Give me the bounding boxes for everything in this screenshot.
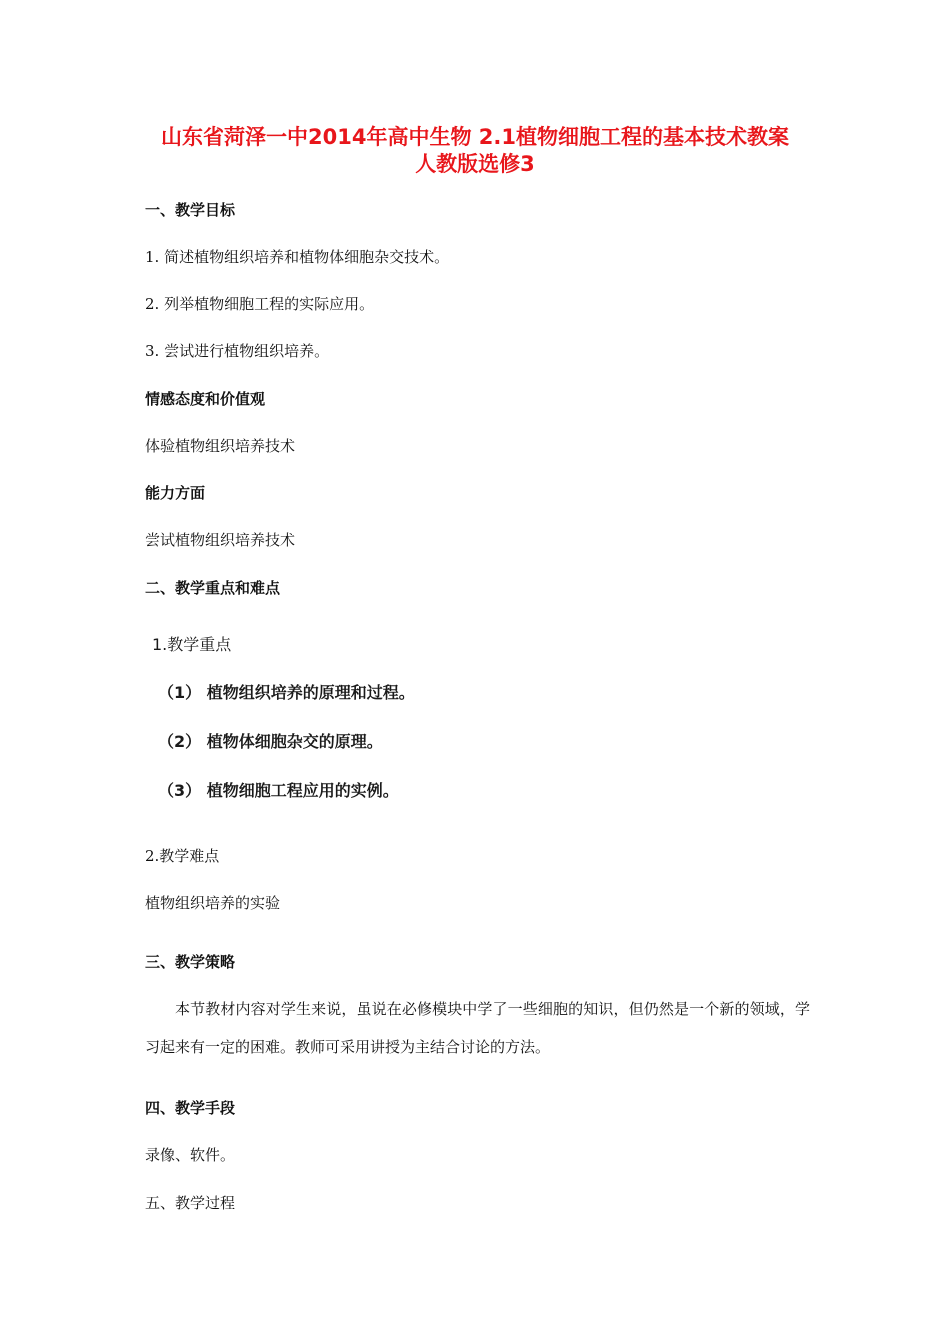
key-point-item-3: （3） 植物细胞工程应用的实例。 [158, 781, 399, 800]
difficulty-heading: 2.教学难点 [145, 847, 220, 865]
attitude-heading: 情感态度和价值观 [145, 390, 266, 408]
section-heading-means: 四、教学手段 [145, 1099, 236, 1117]
difficulty-text: 植物组织培养的实验 [145, 894, 281, 912]
objective-item-1: 1. 简述植物组织培养和植物体细胞杂交技术。 [145, 248, 450, 266]
section-heading-key-points: 二、教学重点和难点 [145, 579, 281, 597]
strategy-paragraph: 本节教材内容对学生来说，虽说在必修模块中学了一些细胞的知识，但仍然是一个新的领域，学习起来有一定的困难。教师可采用讲授为主结合讨论的方法。 [145, 1000, 810, 1056]
objective-item-2: 2. 列举植物细胞工程的实际应用。 [145, 295, 375, 313]
means-text: 录像、软件。 [145, 1146, 236, 1164]
key-points-image [140, 618, 440, 813]
ability-text: 尝试植物组织培养技术 [145, 531, 296, 549]
section-heading-process: 五、教学过程 [145, 1194, 236, 1212]
key-point-item-2: （2） 植物体细胞杂交的原理。 [158, 732, 383, 751]
key-point-item-1: （1） 植物组织培养的原理和过程。 [158, 683, 415, 702]
attitude-text: 体验植物组织培养技术 [145, 437, 296, 455]
document-title-line-2: 人教版选修3 [415, 152, 535, 176]
key-points-heading: 1.教学重点 [152, 635, 232, 654]
document-title-line-1: 山东省菏泽一中2014年高中生物 2.1植物细胞工程的基本技术教案 [161, 125, 789, 149]
section-heading-objectives: 一、教学目标 [145, 201, 236, 219]
objective-item-3: 3. 尝试进行植物组织培养。 [145, 342, 330, 360]
ability-heading: 能力方面 [145, 484, 206, 502]
section-heading-strategy: 三、教学策略 [145, 953, 236, 971]
